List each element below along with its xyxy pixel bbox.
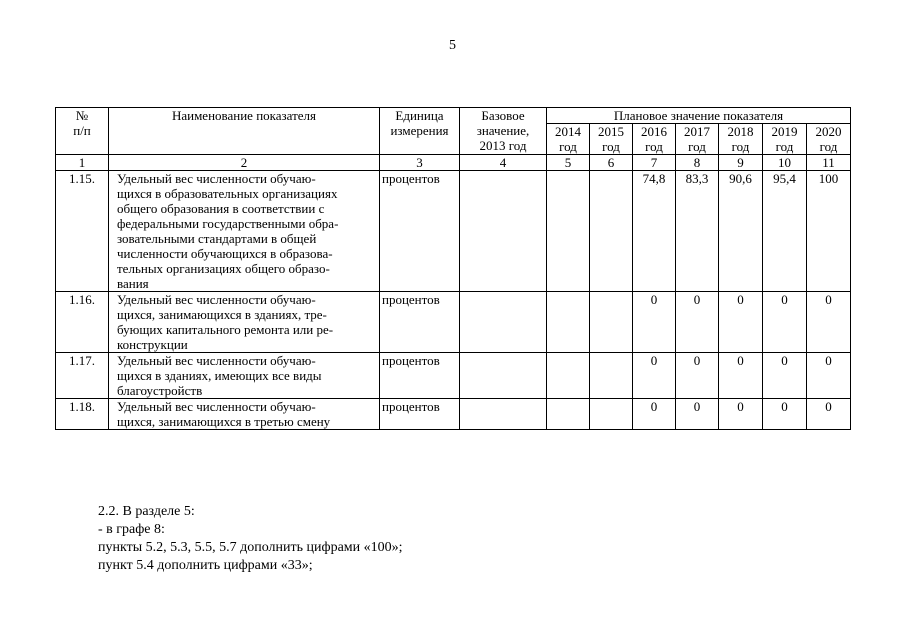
unit-cell: процентов xyxy=(380,399,460,430)
planned-value-cell: 0 xyxy=(633,399,676,430)
planned-value-cell: 95,4 xyxy=(763,171,807,292)
header-year-2015: 2015 год xyxy=(590,124,633,155)
base-value-cell xyxy=(460,171,547,292)
row-number: 1.17. xyxy=(56,353,109,399)
header-num: № п/п xyxy=(56,108,109,155)
indicator-name-line: бующих капитального ремонта или ре- xyxy=(117,322,334,337)
indicator-name xyxy=(109,171,380,292)
header-unit: Единица измерения xyxy=(380,108,460,155)
planned-value-cell xyxy=(547,171,590,292)
column-number: 2 xyxy=(109,155,380,171)
indicator-name-line: конструкции xyxy=(117,337,188,352)
indicator-name-line: зовательными стандартами в общей xyxy=(117,231,317,246)
planned-value-cell: 0 xyxy=(676,292,719,353)
column-number: 7 xyxy=(633,155,676,171)
planned-value-cell xyxy=(590,399,633,430)
row-number: 1.16. xyxy=(56,292,109,353)
table-row xyxy=(56,171,851,292)
indicator-name-line: численности обучающихся в образова- xyxy=(117,246,333,261)
indicator-name-line: вания xyxy=(117,276,149,291)
indicator-name-line: Удельный вес численности обучаю- xyxy=(117,399,316,414)
column-number-row xyxy=(56,155,851,171)
planned-value-cell: 0 xyxy=(763,353,807,399)
header-year-2016: 2016 год xyxy=(633,124,676,155)
planned-value-cell: 83,3 xyxy=(676,171,719,292)
base-value-cell xyxy=(460,399,547,430)
unit-cell: процентов xyxy=(380,171,460,292)
planned-value-cell xyxy=(547,292,590,353)
indicator-name-line: федеральными государственными обра- xyxy=(117,216,339,231)
indicator-name-line: благоустройств xyxy=(117,383,203,398)
note-line: - в графе 8: xyxy=(98,522,165,537)
indicators-table xyxy=(55,107,851,430)
planned-value-cell xyxy=(590,171,633,292)
note-line: пункт 5.4 дополнить цифрами «33»; xyxy=(98,558,313,573)
column-number: 9 xyxy=(719,155,763,171)
indicator-name-line: Удельный вес численности обучаю- xyxy=(117,171,316,186)
planned-value-cell: 0 xyxy=(807,292,851,353)
column-number: 6 xyxy=(590,155,633,171)
page-number: 5 xyxy=(449,38,456,53)
planned-value-cell: 0 xyxy=(807,353,851,399)
planned-value-cell: 0 xyxy=(719,399,763,430)
planned-value-cell: 74,8 xyxy=(633,171,676,292)
indicator-name-line: щихся, занимающихся в зданиях, тре- xyxy=(117,307,327,322)
planned-value-cell: 90,6 xyxy=(719,171,763,292)
planned-value-cell xyxy=(547,353,590,399)
table-row xyxy=(56,292,851,353)
column-number: 8 xyxy=(676,155,719,171)
row-number: 1.18. xyxy=(56,399,109,430)
column-number: 5 xyxy=(547,155,590,171)
planned-value-cell: 0 xyxy=(676,353,719,399)
column-number: 1 xyxy=(56,155,109,171)
header-year-2017: 2017 год xyxy=(676,124,719,155)
column-number: 10 xyxy=(763,155,807,171)
indicator-name-line: Удельный вес численности обучаю- xyxy=(117,353,316,368)
header-year-2020: 2020 год xyxy=(807,124,851,155)
unit-cell: процентов xyxy=(380,292,460,353)
header-base: Базовое значение, 2013 год xyxy=(460,108,547,155)
header-planned: Плановое значение показателя xyxy=(547,108,851,124)
planned-value-cell: 0 xyxy=(676,399,719,430)
planned-value-cell: 0 xyxy=(763,399,807,430)
indicator-name xyxy=(109,399,380,430)
base-value-cell xyxy=(460,353,547,399)
table-row xyxy=(56,353,851,399)
row-number: 1.15. xyxy=(56,171,109,292)
planned-value-cell xyxy=(547,399,590,430)
column-number: 3 xyxy=(380,155,460,171)
note-line: 2.2. В разделе 5: xyxy=(98,504,195,519)
planned-value-cell: 0 xyxy=(633,353,676,399)
table-row xyxy=(56,399,851,430)
note-line: пункты 5.2, 5.3, 5.5, 5.7 дополнить цифрами «100»; xyxy=(98,540,403,555)
indicator-name-line: Удельный вес численности обучаю- xyxy=(117,292,316,307)
column-number: 11 xyxy=(807,155,851,171)
planned-value-cell: 0 xyxy=(719,353,763,399)
planned-value-cell: 0 xyxy=(719,292,763,353)
indicator-name-line: щихся, занимающихся в третью смену xyxy=(117,414,331,429)
header-year-2019: 2019 год xyxy=(763,124,807,155)
header-row-top xyxy=(56,108,851,124)
indicator-name-line: щихся в зданиях, имеющих все виды xyxy=(117,368,322,383)
planned-value-cell xyxy=(590,292,633,353)
planned-value-cell: 0 xyxy=(633,292,676,353)
indicator-name-line: тельных организациях общего образо- xyxy=(117,261,330,276)
indicator-name xyxy=(109,353,380,399)
notes-block xyxy=(98,503,403,575)
indicator-name-line: щихся в образовательных организациях xyxy=(117,186,338,201)
base-value-cell xyxy=(460,292,547,353)
header-name: Наименование показателя xyxy=(109,108,380,155)
indicator-name xyxy=(109,292,380,353)
header-year-2018: 2018 год xyxy=(719,124,763,155)
planned-value-cell: 100 xyxy=(807,171,851,292)
unit-cell: процентов xyxy=(380,353,460,399)
planned-value-cell: 0 xyxy=(763,292,807,353)
header-year-2014: 2014 год xyxy=(547,124,590,155)
indicator-name-line: общего образования в соответствии с xyxy=(117,201,325,216)
column-number: 4 xyxy=(460,155,547,171)
planned-value-cell xyxy=(590,353,633,399)
planned-value-cell: 0 xyxy=(807,399,851,430)
